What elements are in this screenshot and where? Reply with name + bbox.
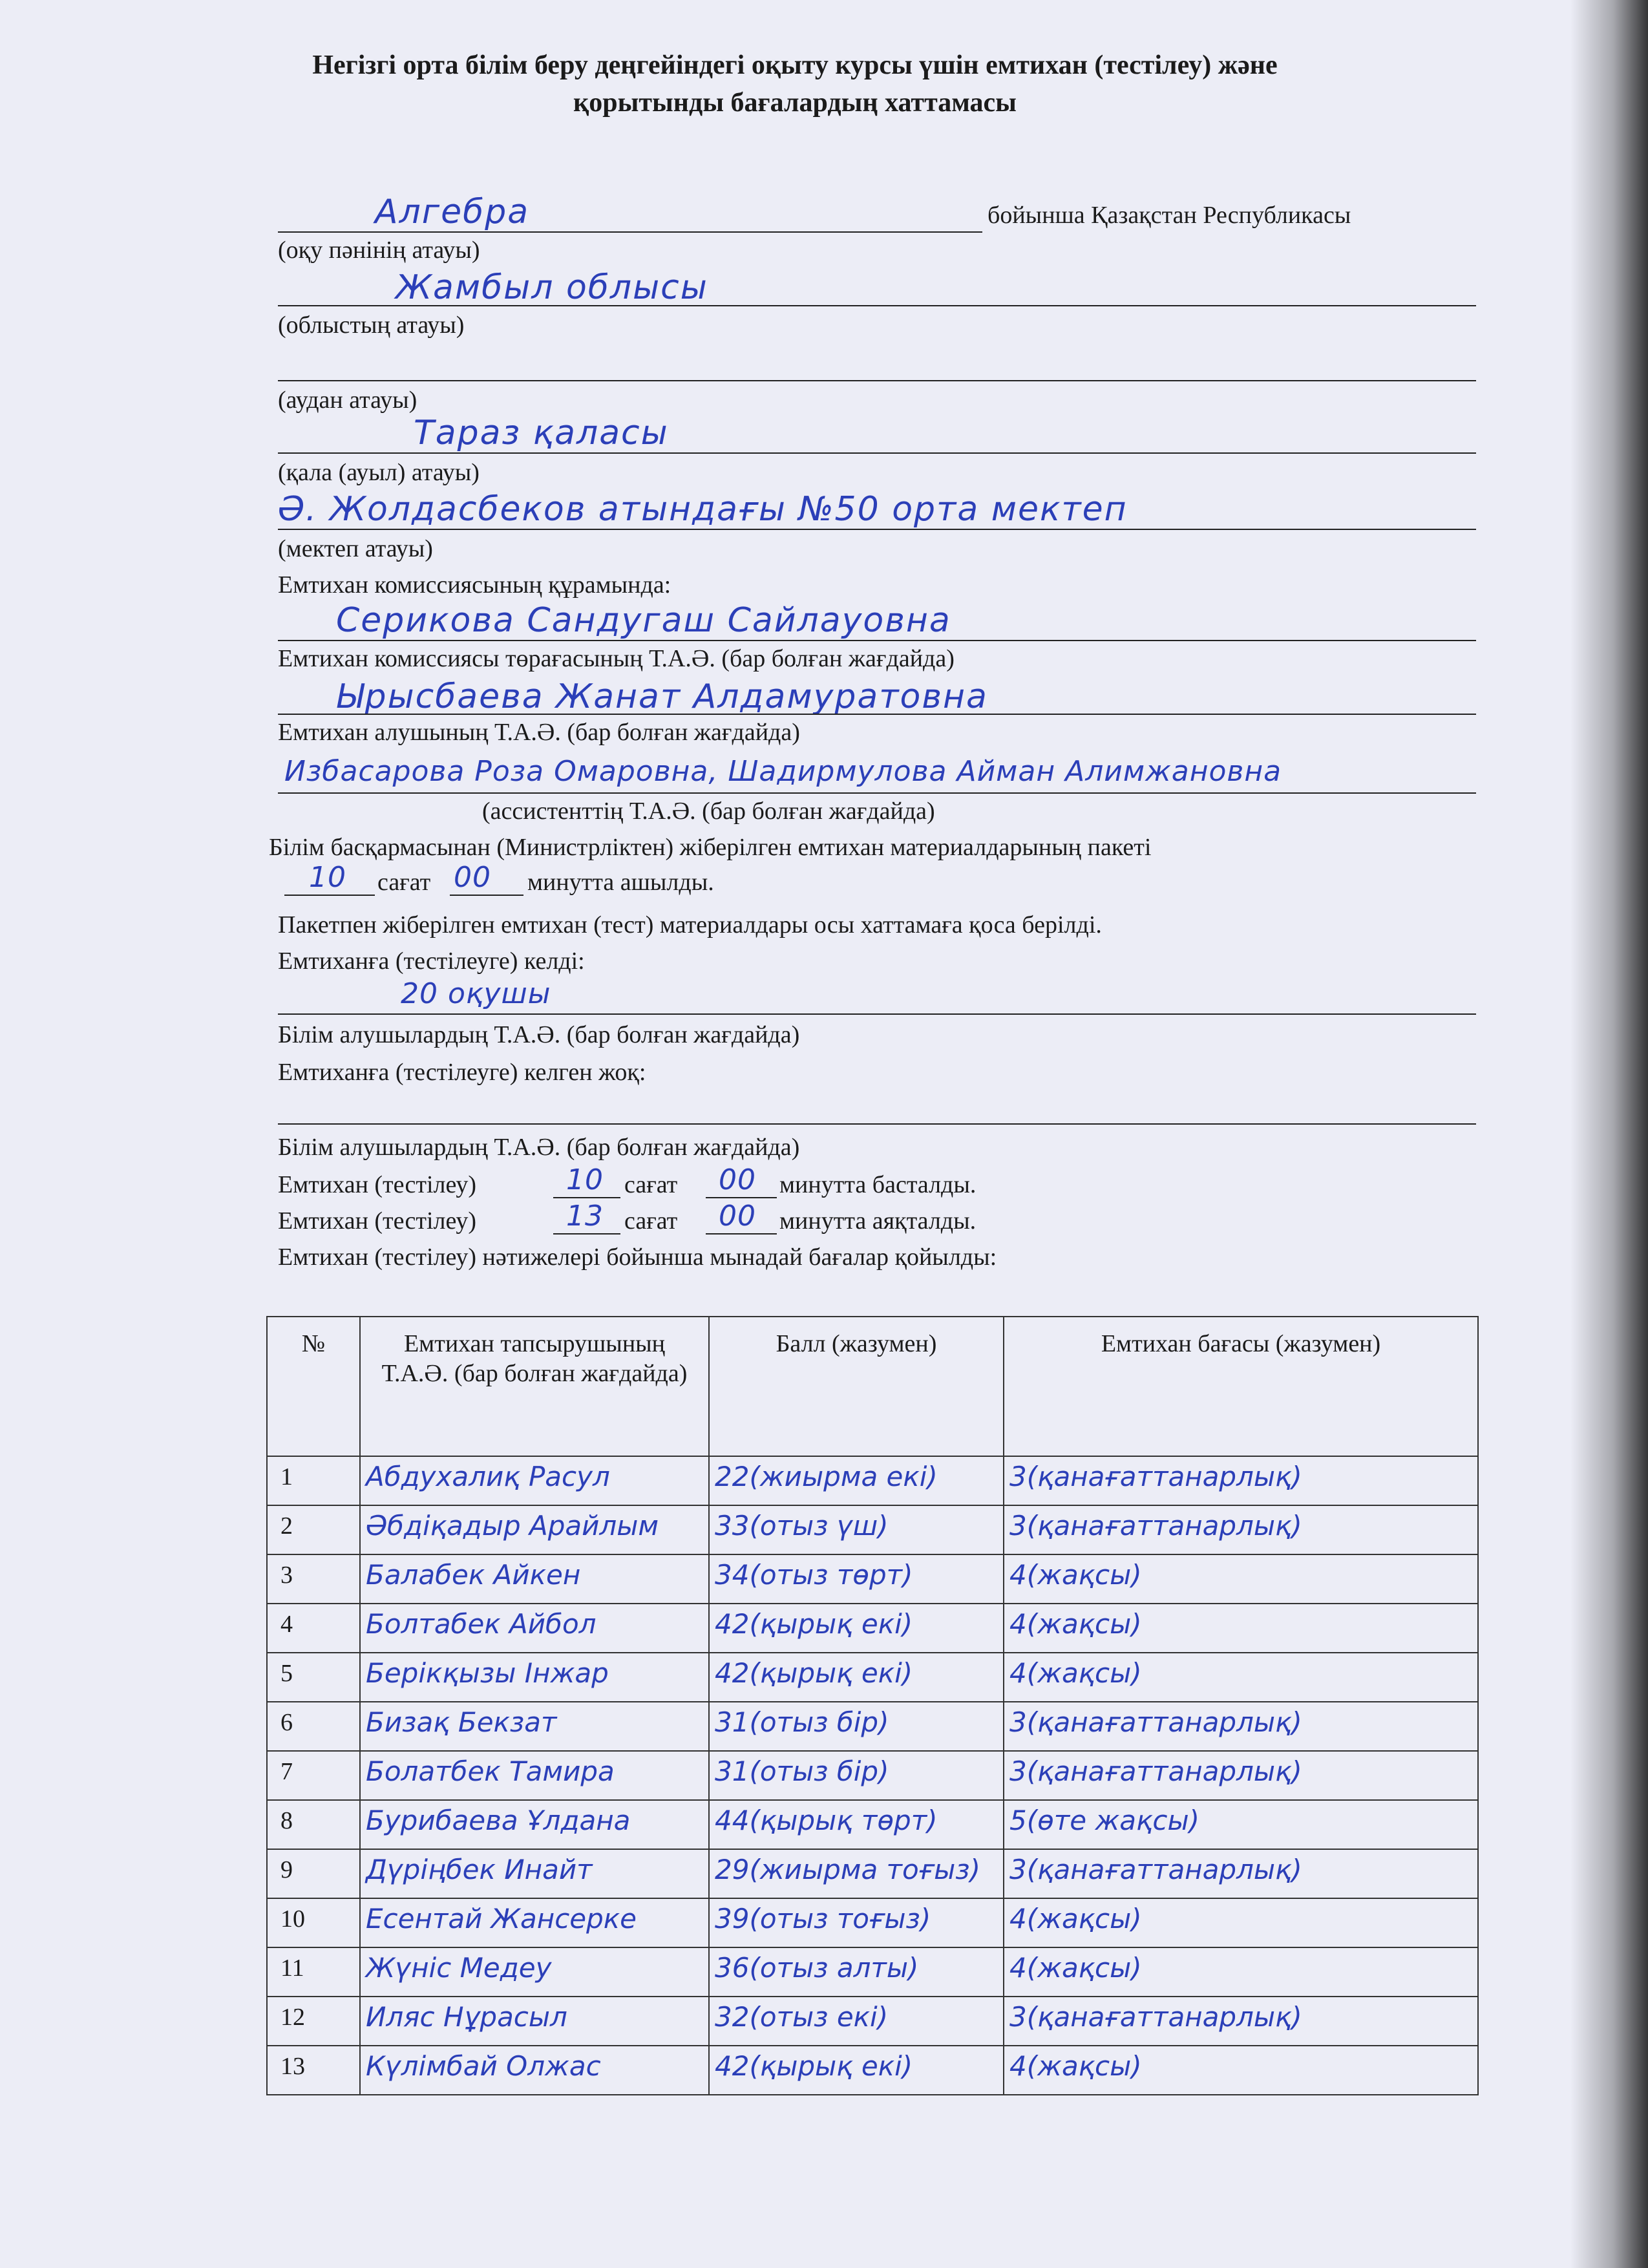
student-name: Бизақ Бекзат	[366, 1706, 557, 1738]
present-line	[278, 1013, 1476, 1015]
row-number: 8	[280, 1807, 293, 1834]
student-name-cell	[360, 1849, 709, 1898]
student-score: 36(отыз алты)	[715, 1952, 919, 1984]
row-number: 2	[280, 1512, 293, 1540]
student-score-cell	[709, 1505, 1004, 1554]
student-grade-cell	[1004, 2046, 1478, 2095]
student-name: Бурибаева Ұлдана	[366, 1805, 631, 1836]
student-grade: 4(жақсы)	[1009, 2050, 1142, 2082]
student-name: Берікқызы Інжар	[366, 1657, 609, 1689]
absent-label: Емтиханға (тестілеуге) келген жоқ:	[278, 1059, 646, 1086]
student-name: Абдухалиқ Расул	[366, 1461, 610, 1492]
title-line-2: қорытынды бағалардың хаттамасы	[573, 88, 1017, 118]
end-hour-label: сағат	[624, 1207, 678, 1235]
absent-caption: Білім алушылардың Т.А.Ә. (бар болған жағдайда)	[278, 1134, 800, 1161]
student-name-cell	[360, 1456, 709, 1505]
student-name-cell	[360, 1800, 709, 1849]
scan-edge-shadow	[1570, 0, 1648, 2268]
student-score: 44(қырық төрт)	[715, 1805, 938, 1836]
student-grade: 4(жақсы)	[1009, 1657, 1142, 1689]
city-value: Тараз қаласы	[414, 414, 669, 452]
student-name: Дүріңбек Инайт	[366, 1854, 593, 1885]
table-header-row	[267, 1317, 1478, 1456]
student-name: Болатбек Тамира	[366, 1755, 615, 1787]
student-grade: 5(өте жақсы)	[1009, 1805, 1200, 1836]
region-line	[278, 305, 1476, 306]
student-name-cell	[360, 1554, 709, 1604]
student-score-cell	[709, 1653, 1004, 1702]
region-value: Жамбыл облысы	[396, 268, 708, 307]
student-name: Есентай Жансерке	[366, 1903, 637, 1934]
row-number-cell	[267, 1604, 360, 1653]
assistants-line	[278, 792, 1476, 794]
student-score-cell	[709, 1604, 1004, 1653]
student-score-cell	[709, 1751, 1004, 1800]
student-score-cell	[709, 1554, 1004, 1604]
teacher-line	[278, 714, 1476, 715]
table-row	[267, 1604, 1478, 1653]
package-minute-line	[450, 895, 523, 896]
row-number-cell	[267, 1456, 360, 1505]
end-prefix: Емтихан (тестілеу)	[278, 1207, 477, 1235]
student-score: 31(отыз бір)	[715, 1755, 889, 1787]
district-line	[278, 380, 1476, 381]
chair-caption: Емтихан комиссиясы төрағасының Т.А.Ә. (бар болған жағдайда)	[278, 645, 955, 672]
package-attached: Пакетпен жіберілген емтихан (тест) материалдары осы хаттамаға қоса берілді.	[278, 911, 1102, 938]
row-number-cell	[267, 1554, 360, 1604]
row-number-cell	[267, 1505, 360, 1554]
table-row	[267, 1997, 1478, 2046]
row-number-cell	[267, 1653, 360, 1702]
present-label: Емтиханға (тестілеуге) келді:	[278, 948, 585, 975]
teacher-caption: Емтихан алушының Т.А.Ә. (бар болған жағдайда)	[278, 719, 800, 746]
region-caption: (облыстың атауы)	[278, 312, 465, 339]
start-minute-line	[706, 1197, 777, 1198]
row-number: 10	[280, 1905, 305, 1933]
header-name: Емтихан тапсырушының Т.А.Ә. (бар болған жағдайда)	[360, 1317, 709, 1456]
student-score-cell	[709, 1997, 1004, 2046]
student-grade: 3(қанағаттанарлық)	[1009, 1854, 1302, 1885]
student-name-cell	[360, 1898, 709, 1947]
student-name-cell	[360, 2046, 709, 2095]
school-value: Ә. Жолдасбеков атындағы №50 орта мектеп	[278, 490, 1128, 529]
student-grade-cell	[1004, 1702, 1478, 1751]
chair-value: Серикова Сандугаш Сайлауовна	[336, 601, 951, 640]
title-line-1: Негізгі орта білім беру деңгейіндегі оқыту курсы үшін емтихан (тестілеу) және	[312, 50, 1278, 80]
student-score-cell	[709, 1947, 1004, 1997]
student-score-cell	[709, 1849, 1004, 1898]
present-caption: Білім алушылардың Т.А.Ә. (бар болған жағдайда)	[278, 1021, 800, 1048]
student-score: 34(отыз төрт)	[715, 1559, 913, 1591]
results-intro: Емтихан (тестілеу) нәтижелері бойынша мынадай бағалар қойылды:	[278, 1244, 997, 1271]
student-score-cell	[709, 1702, 1004, 1751]
student-score: 22(жиырма екі)	[715, 1461, 938, 1492]
end-hour-line	[553, 1233, 620, 1235]
student-score: 33(отыз үш)	[715, 1510, 889, 1542]
start-prefix: Емтихан (тестілеу)	[278, 1171, 477, 1198]
subject-caption: (оқу пәнінің атауы)	[278, 237, 480, 264]
student-grade-cell	[1004, 1653, 1478, 1702]
row-number: 1	[280, 1463, 293, 1490]
student-grade: 3(қанағаттанарлық)	[1009, 1706, 1302, 1738]
student-name-cell	[360, 1751, 709, 1800]
student-name: Жүніс Медеу	[366, 1952, 552, 1984]
start-hour-label: сағат	[624, 1171, 678, 1198]
student-grade-cell	[1004, 1997, 1478, 2046]
student-grade: 3(қанағаттанарлық)	[1009, 1461, 1302, 1492]
absent-line	[278, 1123, 1476, 1125]
row-number: 11	[280, 1955, 304, 1982]
subject-value: Алгебра	[375, 193, 530, 231]
commission-heading: Емтихан комиссиясының құрамында:	[278, 571, 671, 599]
start-suffix: минутта басталды.	[779, 1171, 977, 1198]
student-name-cell	[360, 1702, 709, 1751]
table-row	[267, 1653, 1478, 1702]
row-number-cell	[267, 1751, 360, 1800]
row-number: 13	[280, 2053, 305, 2080]
package-text: Білім басқармасынан (Министрліктен) жіберілген емтихан материалдарының пакеті	[269, 834, 1152, 861]
row-number-cell	[267, 1702, 360, 1751]
row-number-cell	[267, 1800, 360, 1849]
end-suffix: минутта аяқталды.	[779, 1207, 977, 1235]
row-number: 9	[280, 1856, 293, 1883]
student-score: 39(отыз тоғыз)	[715, 1903, 931, 1934]
subject-line	[278, 231, 982, 233]
student-name-cell	[360, 1505, 709, 1554]
row-number: 4	[280, 1611, 293, 1638]
table-row	[267, 1751, 1478, 1800]
student-grade-cell	[1004, 1554, 1478, 1604]
student-grade-cell	[1004, 1898, 1478, 1947]
start-hour-line	[553, 1197, 620, 1198]
student-score: 31(отыз бір)	[715, 1706, 889, 1738]
student-grade: 4(жақсы)	[1009, 1559, 1142, 1591]
student-name-cell	[360, 1604, 709, 1653]
table-row	[267, 1554, 1478, 1604]
student-name: Балабек Айкен	[366, 1559, 581, 1591]
end-minute: 00	[719, 1200, 756, 1233]
end-minute-line	[706, 1233, 777, 1235]
student-grade-cell	[1004, 1604, 1478, 1653]
table-row	[267, 1849, 1478, 1898]
table-row	[267, 1898, 1478, 1947]
student-grade: 4(жақсы)	[1009, 1952, 1142, 1984]
student-score-cell	[709, 1898, 1004, 1947]
student-name: Иляс Нұрасыл	[366, 2001, 567, 2033]
table-row	[267, 1505, 1478, 1554]
student-grade-cell	[1004, 1751, 1478, 1800]
package-minute: 00	[454, 861, 491, 894]
document-title	[246, 47, 1344, 122]
header-num: №	[267, 1317, 360, 1456]
student-name-cell	[360, 1997, 709, 2046]
student-name-cell	[360, 1653, 709, 1702]
package-hour-line	[284, 895, 375, 896]
school-caption: (мектеп атауы)	[278, 535, 433, 562]
student-grade: 3(қанағаттанарлық)	[1009, 2001, 1302, 2033]
table-row	[267, 1947, 1478, 1997]
header-grade: Емтихан бағасы (жазумен)	[1004, 1317, 1478, 1456]
student-name: Күлімбай Олжас	[366, 2050, 601, 2082]
student-score-cell	[709, 2046, 1004, 2095]
student-grade: 3(қанағаттанарлық)	[1009, 1510, 1302, 1542]
package-minute-label: минутта ашылды.	[527, 869, 714, 896]
student-score-cell	[709, 1800, 1004, 1849]
row-number: 12	[280, 2004, 305, 2031]
chair-line	[278, 640, 1476, 641]
subject-suffix: бойынша Қазақстан Республикасы	[988, 202, 1351, 229]
table-row	[267, 2046, 1478, 2095]
row-number: 7	[280, 1758, 293, 1785]
student-score: 29(жиырма тоғыз)	[715, 1854, 980, 1885]
student-name: Болтабек Айбол	[366, 1608, 597, 1640]
student-grade-cell	[1004, 1505, 1478, 1554]
header-score: Балл (жазумен)	[709, 1317, 1004, 1456]
student-score: 42(қырық екі)	[715, 1608, 913, 1640]
teacher-value: Ырысбаева Жанат Алдамуратовна	[336, 677, 988, 716]
student-grade: 4(жақсы)	[1009, 1903, 1142, 1934]
student-score: 42(қырық екі)	[715, 1657, 913, 1689]
student-score: 42(қырық екі)	[715, 2050, 913, 2082]
table-row	[267, 1456, 1478, 1505]
student-grade-cell	[1004, 1800, 1478, 1849]
student-grade: 4(жақсы)	[1009, 1608, 1142, 1640]
package-hour-label: сағат	[377, 869, 431, 896]
student-name: Әбдіқадыр Арайлым	[366, 1510, 659, 1542]
city-line	[278, 452, 1476, 454]
assistants-value: Избасарова Роза Омаровна, Шадирмулова Айман Алимжановна	[284, 755, 1282, 788]
student-grade-cell	[1004, 1947, 1478, 1997]
city-caption: (қала (ауыл) атауы)	[278, 459, 480, 486]
student-grade-cell	[1004, 1849, 1478, 1898]
student-name-cell	[360, 1947, 709, 1997]
student-grade-cell	[1004, 1456, 1478, 1505]
row-number-cell	[267, 2046, 360, 2095]
table-row	[267, 1800, 1478, 1849]
school-line	[278, 529, 1476, 530]
results-table	[266, 1316, 1479, 2095]
package-hour: 10	[309, 861, 346, 894]
row-number: 5	[280, 1660, 293, 1687]
start-minute: 00	[719, 1163, 756, 1196]
student-score: 32(отыз екі)	[715, 2001, 889, 2033]
district-caption: (аудан атауы)	[278, 387, 417, 414]
row-number: 6	[280, 1709, 293, 1736]
start-hour: 10	[566, 1163, 604, 1196]
end-hour: 13	[566, 1200, 604, 1233]
assistants-caption: (ассистенттің Т.А.Ә. (бар болған жағдайда)	[482, 798, 935, 825]
student-grade: 3(қанағаттанарлық)	[1009, 1755, 1302, 1787]
present-value: 20 оқушы	[401, 977, 551, 1010]
student-score-cell	[709, 1456, 1004, 1505]
row-number: 3	[280, 1562, 293, 1589]
table-row	[267, 1702, 1478, 1751]
results-body	[267, 1456, 1478, 2095]
row-number-cell	[267, 1898, 360, 1947]
row-number-cell	[267, 1849, 360, 1898]
row-number-cell	[267, 1997, 360, 2046]
row-number-cell	[267, 1947, 360, 1997]
